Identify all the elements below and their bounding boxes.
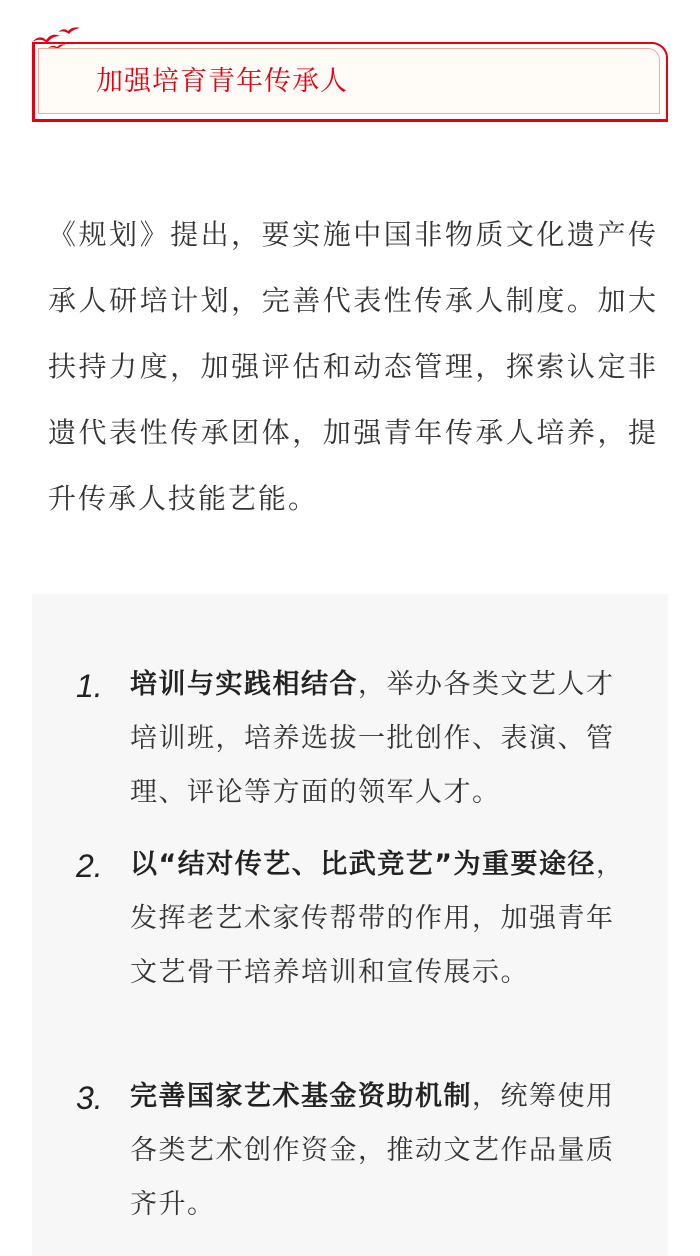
section-title: 加强培育青年传承人 xyxy=(96,66,348,97)
list-item-bold: 培训与实践相结合 xyxy=(130,669,358,700)
measures-panel xyxy=(32,594,668,1256)
list-item-text xyxy=(130,1070,636,1232)
list-item-rest: ，举办各类文艺人才培训班，培养选拔一批创作、表演、管理、评论等方面的领军人才。 xyxy=(130,669,615,808)
intro-paragraph: 《规划》提出，要实施中国非物质文化遗产传承人研培计划，完善代表性传承人制度。加大扶持力度，加强评估和动态管理，探索认定非遗代表性传承团体，加强青年传承人培养，提升传承人技能艺能。 xyxy=(48,218,658,515)
list-item-bold: 以“结对传艺、比武竞艺”为重要途径 xyxy=(130,849,596,880)
list-item-rest: ，发挥老艺术家传帮带的作用，加强青年文艺骨干培养培训和宣传展示。 xyxy=(130,849,625,988)
list-item-text xyxy=(130,658,636,820)
list-number: 3. xyxy=(76,1080,103,1116)
list-number: 2. xyxy=(76,848,103,884)
list-item-rest: ，统筹使用各类艺术创作资金，推动文艺作品量质齐升。 xyxy=(130,1081,615,1220)
list-item-text xyxy=(130,838,636,1000)
section-header xyxy=(32,42,668,122)
list-item-bold: 完善国家艺术基金资助机制 xyxy=(130,1081,472,1112)
list-number: 1. xyxy=(76,668,103,704)
